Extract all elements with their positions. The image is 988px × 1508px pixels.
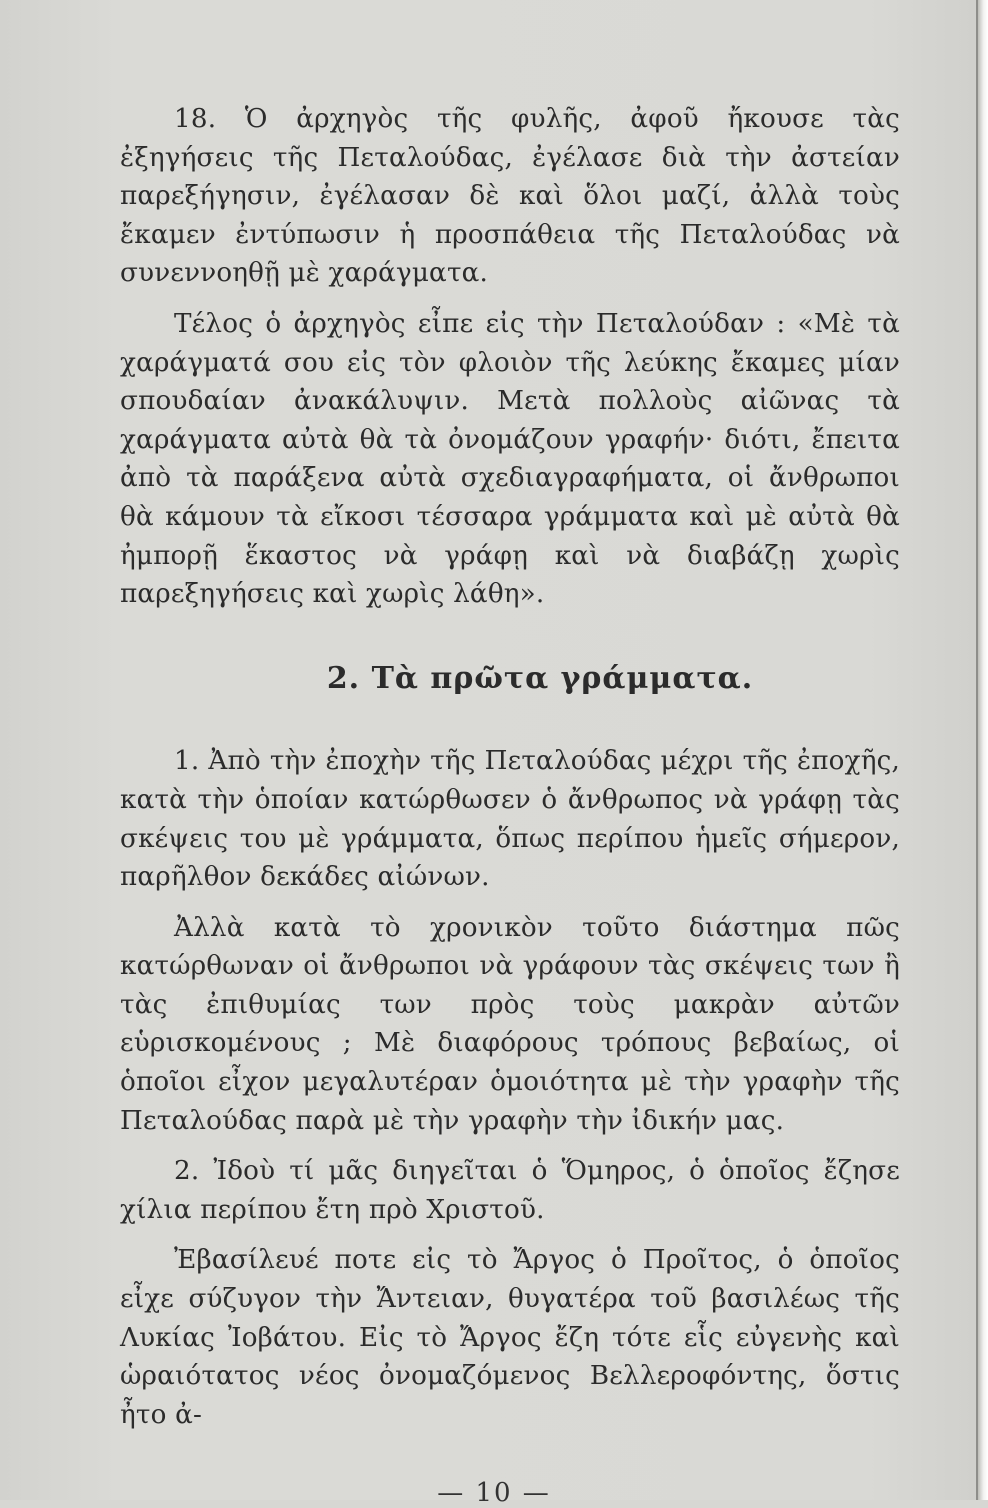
paragraph-18: 18. Ὁ ἀρχηγὸς τῆς φυλῆς, ἀφοῦ ἤκουσε τὰς ἐξηγήσεις τῆς Πεταλούδας, ἐγέλασε διὰ τὴν ἀστείαν παρεξήγησιν, ἐγέλασαν δὲ καὶ ὅλοι μαζί, ἀλλὰ τοὺς ἔκαμεν ἐντύπωσιν ἡ προσπάθεια τῆς Πεταλούδας νὰ συνεννοηθῇ μὲ χαράγματα. <box>120 104 900 289</box>
paragraph-1: 1. Ἀπὸ τὴν ἐποχὴν τῆς Πεταλούδας μέχρι τῆς ἐποχῆς, κατὰ τὴν ὁποίαν κατώρθωσεν ὁ ἄνθρωπος νὰ γράφῃ τὰς σκέψεις του μὲ γράμματα, ὅπως περίπου ἡμεῖς σήμερον, παρῆλθον δεκάδες αἰώνων. <box>120 746 900 893</box>
page-number: — 10 — <box>437 1478 551 1508</box>
paragraph-chief-speech: Τέλος ὁ ἀρχηγὸς εἶπε εἰς τὴν Πεταλούδαν : «Μὲ τὰ χαράγματά σου εἰς τὸν φλοιὸν τῆς λεύκης ἔκαμες μίαν σπουδαίαν ἀνακάλυψιν. Μετὰ πολλοὺς αἰῶνας τὰ χαράγματα αὐτὰ θὰ τὰ ὀνομάζουν γραφήν· διότι, ἔπειτα ἀπὸ τὰ παράξενα αὐτὰ σχεδιαγραφήματα, οἱ ἄνθρωποι θὰ κάμουν τὰ εἴκοσι τέσσαρα γράμματα καὶ μὲ αὐτὰ θὰ ἠμπορῇ ἕκαστος νὰ γράφῃ καὶ νὰ διαβάζῃ χωρὶς παρεξηγήσεις καὶ χωρὶς λάθη». <box>120 308 900 610</box>
paragraph-2: 2. Ἰδοὺ τί μᾶς διηγεῖται ὁ Ὅμηρος, ὁ ὁποῖος ἔζησε χίλια περίπου ἔτη πρὸ Χριστοῦ. <box>120 1156 900 1225</box>
paragraph-proetus: Ἐβασίλευέ ποτε εἰς τὸ Ἄργος ὁ Προῖτος, ὁ ὁποῖος εἶχε σύζυγον τὴν Ἄντειαν, θυγατέρα τοῦ βασιλέως τῆς Λυκίας Ἰοβάτου. Εἰς τὸ Ἄργος ἔζη τότε εἷς εὐγενὴς καὶ ὡραιότατος νέος ὀνομαζόμενος Βελλεροφόντης, ὅστις ἦτο ἀ- <box>120 1245 900 1430</box>
paragraph-writing-methods: Ἀλλὰ κατὰ τὸ χρονικὸν τοῦτο διάστημα πῶς κατώρθωναν οἱ ἄνθρωποι νὰ γράφουν τὰς σκέψεις των ἢ τὰς ἐπιθυμίας των πρὸς τοὺς μακρὰν αὐτῶν εὑρισκομένους ; Μὲ διαφόρους τρόπους βεβαίως, οἱ ὁποῖοι εἶχον μεγαλυτέραν ὁμοιότητα μὲ τὴν γραφὴν τῆς Πεταλούδας παρὰ μὲ τὴν γραφὴν τὴν ἰδικήν μας. <box>120 912 900 1136</box>
section-heading: 2. Τὰ πρῶτα γράμματα. <box>326 660 754 696</box>
page-body <box>120 100 900 1446</box>
page-edge <box>976 0 988 1500</box>
